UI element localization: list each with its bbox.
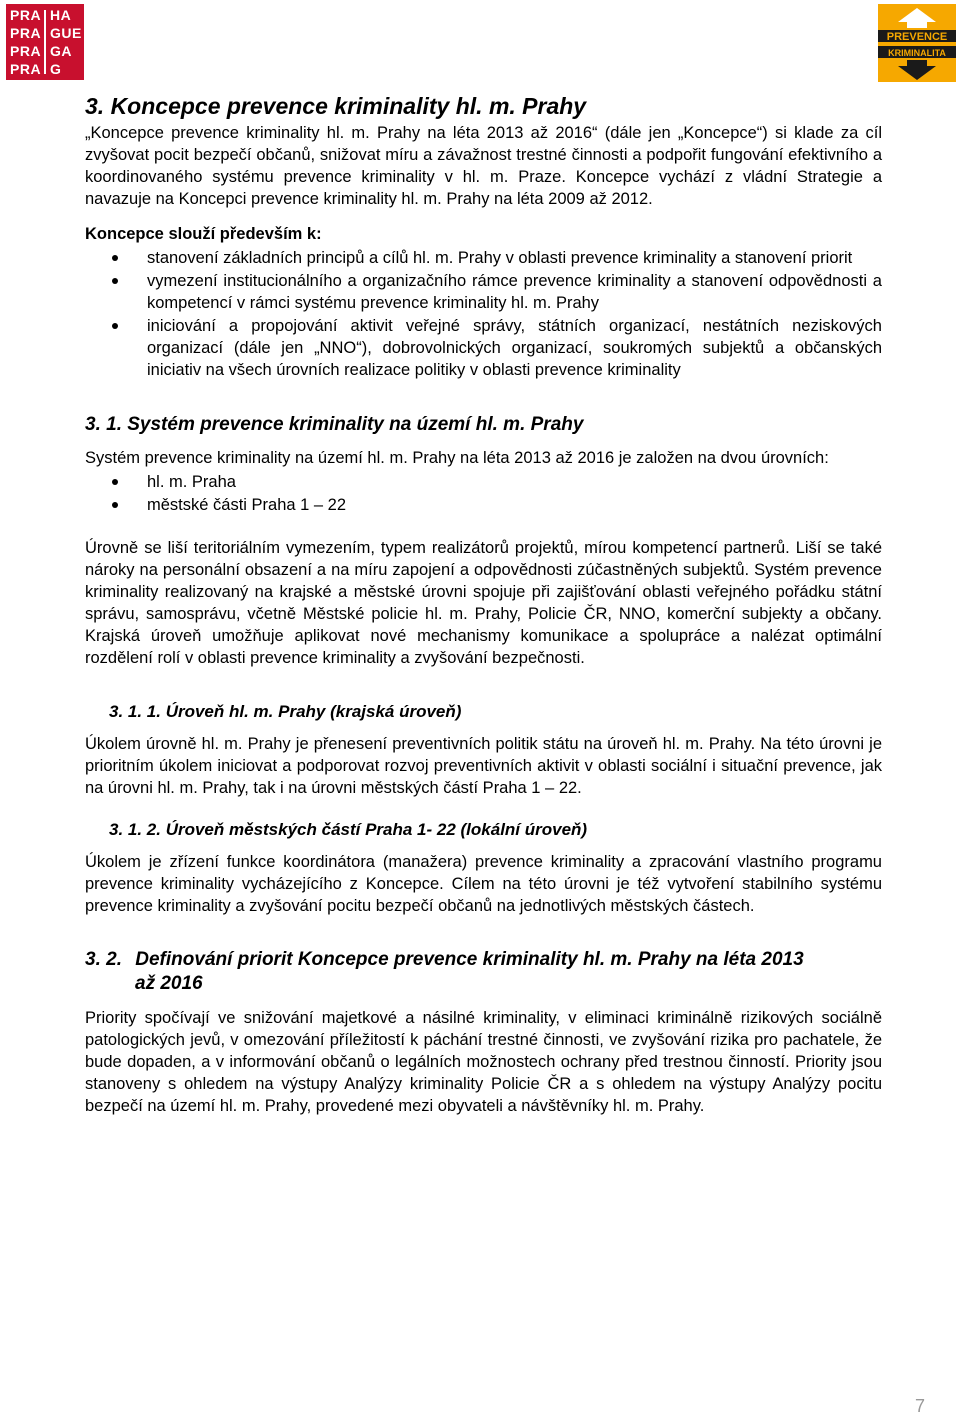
list-item: vymezení institucionálního a organizačního rámce prevence kriminality a stanovení odpovědnosti a kompetencí v rámci systému prevence kriminality hl. m. Prahy xyxy=(85,270,882,314)
logo-text: PRA xyxy=(10,61,42,77)
logo-text: PRA xyxy=(10,25,42,41)
section-3-2-title-line1: Definování priorit Koncepce prevence kriminality hl. m. Prahy na léta 2013 xyxy=(135,949,804,970)
logo-text: HA xyxy=(50,7,72,23)
section-3-1-1-title: 3. 1. 1. Úroveň hl. m. Prahy (krajská úroveň) xyxy=(109,702,462,721)
section-3-2-title xyxy=(85,948,882,996)
section-3-2-number: 3. 2. xyxy=(85,949,122,970)
logo-text: GUE xyxy=(50,25,82,41)
section-3-title: 3. Koncepce prevence kriminality hl. m. Prahy xyxy=(85,93,587,119)
logo-divider xyxy=(44,10,46,74)
section-3-1-2-title: 3. 1. 2. Úroveň městských částí Praha 1- 22 (lokální úroveň) xyxy=(109,820,588,839)
prevence-logo-line1: PREVENCE xyxy=(886,31,948,43)
section-3-1-2-text: Úkolem je zřízení funkce koordinátora (manažera) prevence kriminality a zpracování vlastního programu prevence kriminality vycházejícího z Koncepce. Cílem na této úrovni je též vytvoření stabilního systému prevence kriminality a zvyšování pocitu bezpečí občanů na jednotlivých městských částech. xyxy=(85,853,882,915)
praha-logo xyxy=(6,4,84,80)
prevence-kriminality-logo xyxy=(878,4,956,82)
logo-text: G xyxy=(50,61,62,77)
section-3-1-intro: Systém prevence kriminality na území hl. m. Prahy na léta 2013 až 2016 je založen na dvou úrovních: xyxy=(85,449,829,467)
section-3-2-title-line2: až 2016 xyxy=(135,973,203,994)
section-3-intro: „Koncepce prevence kriminality hl. m. Prahy na léta 2013 až 2016“ (dále jen „Koncepce“) si klade za cíl zvyšovat pocit bezpečí občanů, snižovat míru a závažnost trestné činnosti a podpořit fungování efektivního a koordinovaného systému prevence kriminality v hl. m. Praze. Koncepce vychází z vládní Strategie a navazuje na Koncepci prevence kriminality hl. m. Prahy na léta 2009 až 2012. xyxy=(85,124,882,208)
logo-text: PRA xyxy=(10,43,42,59)
serves-list xyxy=(85,247,882,381)
prevence-logo-line2: KRIMINALITA xyxy=(888,48,946,58)
list-item: stanovení základních principů a cílů hl. m. Prahy v oblasti prevence kriminality a stanovení priorit xyxy=(85,247,882,269)
section-3-1-title: 3. 1. Systém prevence kriminality na území hl. m. Prahy xyxy=(85,414,584,435)
prevence-logo-graphic xyxy=(878,4,956,82)
section-3-1-1-text: Úkolem úrovně hl. m. Prahy je přenesení preventivních politik státu na úroveň hl. m. Prahy. Na této úrovni je prioritním úkolem iniciovat a podporovat rozvoj preventivních aktivit v oblasti sociální i situační prevence, jak na úrovni hl. m. Prahy, tak i na úrovni městských částí Praha 1 – 22. xyxy=(85,735,882,797)
logo-text: GA xyxy=(50,43,72,59)
list-item: hl. m. Praha xyxy=(85,471,882,493)
section-3-1-text: Úrovně se liší teritoriálním vymezením, typem realizátorů projektů, mírou kompetencí partnerů. Liší se také nároky na personální obsazení a na míru zapojení a odpovědnosti zúčastněných subjektů. Systém prevence kriminality realizovaný na krajské a městské úrovni spojuje při zajišťování oblasti veřejného pořádku státní správu, samosprávu, včetně Městské policie hl. m. Prahy, Policie ČR, NNO, komerční subjekty a občany. Krajská úroveň umožňuje aplikovat nové mechanismy komunikace a spolupráce a nalézat optimální rozdělení rolí v oblasti prevence kriminality a zvyšování bezpečnosti. xyxy=(85,539,882,667)
page-number: 7 xyxy=(915,1396,926,1416)
logo-text: PRA xyxy=(10,7,42,23)
list-item: městské části Praha 1 – 22 xyxy=(85,494,882,516)
serves-label: Koncepce slouží především k: xyxy=(85,225,322,243)
section-3-2-text: Priority spočívají ve snižování majetkové a násilné kriminality, v eliminaci kriminálně rizikových sociálně patologických jevů, v omezování příležitostí k páchání trestné činnosti, ve zvyšování rizika pro pachatele, že bude dopaden, a v informování občanů o legálních možnostech ochrany před trestnou činností. Priority jsou stanoveny s ohledem na výstupy Analýzy kriminality Policie ČR a s ohledem na výstupy Analýzy pocitu bezpečí na území hl. m. Prahy, provedené mezi obyvateli a návštěvníky hl. m. Prahy. xyxy=(85,1009,882,1115)
levels-list xyxy=(85,471,882,516)
list-item: iniciování a propojování aktivit veřejné správy, státních organizací, nestátních neziskových organizací (dále jen „NNO“), dobrovolnických organizací, soukromých subjektů a občanských iniciativ na všech úrovních realizace politiky v oblasti prevence kriminality xyxy=(85,315,882,381)
document-body xyxy=(85,92,882,1117)
